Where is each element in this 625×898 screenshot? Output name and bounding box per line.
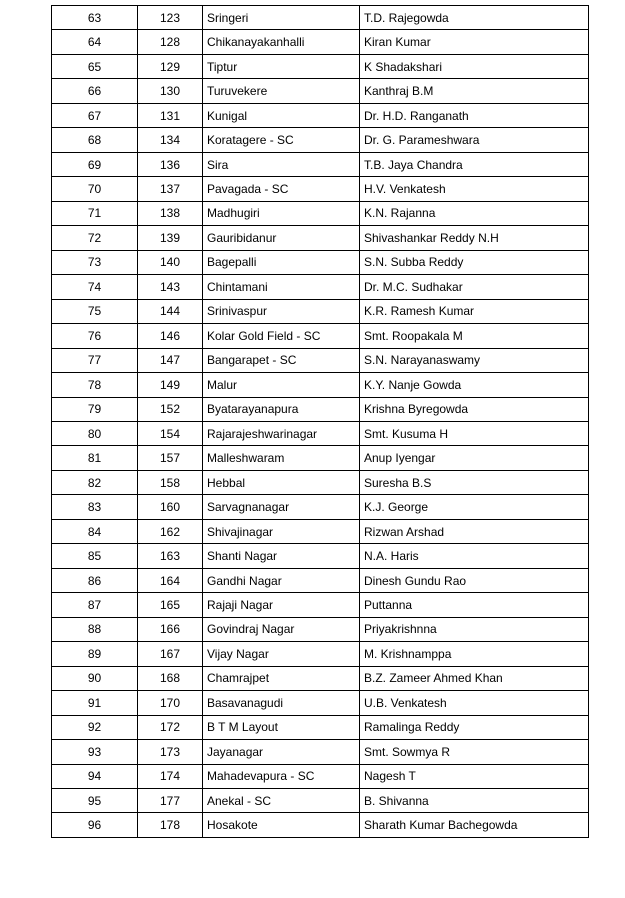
table-row: [52, 54, 589, 78]
candidate-name-cell: Smt. Roopakala M: [360, 324, 589, 348]
constituency-name-cell: Mahadevapura - SC: [203, 764, 360, 788]
constituency-name-cell: Govindraj Nagar: [203, 617, 360, 641]
candidate-name-cell: Dr. G. Parameshwara: [360, 128, 589, 152]
table-row: [52, 6, 589, 30]
constituency-name-cell: B T M Layout: [203, 715, 360, 739]
serial-number-cell: 82: [52, 470, 138, 494]
table-row: [52, 30, 589, 54]
constituency-number-cell: 166: [138, 617, 203, 641]
serial-number-cell: 81: [52, 446, 138, 470]
candidate-name-cell: Dr. M.C. Sudhakar: [360, 275, 589, 299]
constituency-name-cell: Chintamani: [203, 275, 360, 299]
candidate-name-cell: Nagesh T: [360, 764, 589, 788]
table-row: [52, 593, 589, 617]
serial-number-cell: 74: [52, 275, 138, 299]
candidate-name-cell: M. Krishnamppa: [360, 642, 589, 666]
constituency-name-cell: Kunigal: [203, 103, 360, 127]
constituency-name-cell: Tiptur: [203, 54, 360, 78]
serial-number-cell: 77: [52, 348, 138, 372]
constituency-number-cell: 146: [138, 324, 203, 348]
candidate-name-cell: K Shadakshari: [360, 54, 589, 78]
constituency-number-cell: 149: [138, 373, 203, 397]
constituency-number-cell: 160: [138, 495, 203, 519]
candidate-name-cell: Puttanna: [360, 593, 589, 617]
table-row: [52, 348, 589, 372]
constituency-number-cell: 157: [138, 446, 203, 470]
constituency-name-cell: Rajarajeshwarinagar: [203, 421, 360, 445]
constituency-number-cell: 143: [138, 275, 203, 299]
constituency-number-cell: 178: [138, 813, 203, 837]
constituency-number-cell: 136: [138, 152, 203, 176]
constituency-number-cell: 177: [138, 789, 203, 813]
table-row: [52, 740, 589, 764]
constituency-name-cell: Pavagada - SC: [203, 177, 360, 201]
table-row: [52, 373, 589, 397]
constituency-name-cell: Malleshwaram: [203, 446, 360, 470]
serial-number-cell: 80: [52, 421, 138, 445]
constituency-number-cell: 167: [138, 642, 203, 666]
constituency-name-cell: Hosakote: [203, 813, 360, 837]
table-row: [52, 446, 589, 470]
constituency-name-cell: Hebbal: [203, 470, 360, 494]
serial-number-cell: 92: [52, 715, 138, 739]
serial-number-cell: 76: [52, 324, 138, 348]
constituency-name-cell: Gandhi Nagar: [203, 568, 360, 592]
candidate-name-cell: S.N. Subba Reddy: [360, 250, 589, 274]
serial-number-cell: 87: [52, 593, 138, 617]
constituency-number-cell: 123: [138, 6, 203, 30]
candidate-name-cell: Dinesh Gundu Rao: [360, 568, 589, 592]
constituency-number-cell: 173: [138, 740, 203, 764]
candidate-name-cell: Sharath Kumar Bachegowda: [360, 813, 589, 837]
candidate-name-cell: Rizwan Arshad: [360, 519, 589, 543]
constituency-name-cell: Bagepalli: [203, 250, 360, 274]
serial-number-cell: 66: [52, 79, 138, 103]
constituency-number-cell: 162: [138, 519, 203, 543]
serial-number-cell: 95: [52, 789, 138, 813]
constituency-number-cell: 140: [138, 250, 203, 274]
candidate-name-cell: Shivashankar Reddy N.H: [360, 226, 589, 250]
constituency-number-cell: 138: [138, 201, 203, 225]
table-row: [52, 544, 589, 568]
constituency-number-cell: 154: [138, 421, 203, 445]
serial-number-cell: 90: [52, 666, 138, 690]
constituency-name-cell: Chikanayakanhalli: [203, 30, 360, 54]
serial-number-cell: 89: [52, 642, 138, 666]
serial-number-cell: 78: [52, 373, 138, 397]
serial-number-cell: 93: [52, 740, 138, 764]
serial-number-cell: 72: [52, 226, 138, 250]
table-row: [52, 617, 589, 641]
candidate-name-cell: Smt. Kusuma H: [360, 421, 589, 445]
constituency-name-cell: Bangarapet - SC: [203, 348, 360, 372]
table-row: [52, 250, 589, 274]
constituency-name-cell: Basavanagudi: [203, 691, 360, 715]
candidate-name-cell: Dr. H.D. Ranganath: [360, 103, 589, 127]
candidate-name-cell: U.B. Venkatesh: [360, 691, 589, 715]
table-row: [52, 152, 589, 176]
serial-number-cell: 63: [52, 6, 138, 30]
candidate-name-cell: Krishna Byregowda: [360, 397, 589, 421]
table-row: [52, 103, 589, 127]
table-row: [52, 813, 589, 837]
serial-number-cell: 70: [52, 177, 138, 201]
constituency-number-cell: 130: [138, 79, 203, 103]
candidate-name-cell: K.Y. Nanje Gowda: [360, 373, 589, 397]
constituency-name-cell: Koratagere - SC: [203, 128, 360, 152]
constituency-number-cell: 128: [138, 30, 203, 54]
candidate-name-cell: Kanthraj B.M: [360, 79, 589, 103]
constituency-name-cell: Vijay Nagar: [203, 642, 360, 666]
table-row: [52, 495, 589, 519]
table-row: [52, 226, 589, 250]
constituency-name-cell: Jayanagar: [203, 740, 360, 764]
table-row: [52, 764, 589, 788]
serial-number-cell: 69: [52, 152, 138, 176]
table-row: [52, 568, 589, 592]
serial-number-cell: 88: [52, 617, 138, 641]
candidate-name-cell: K.J. George: [360, 495, 589, 519]
serial-number-cell: 73: [52, 250, 138, 274]
constituency-number-cell: 172: [138, 715, 203, 739]
constituency-name-cell: Sira: [203, 152, 360, 176]
table-row: [52, 519, 589, 543]
table-row: [52, 421, 589, 445]
serial-number-cell: 65: [52, 54, 138, 78]
constituency-number-cell: 165: [138, 593, 203, 617]
candidate-name-cell: T.B. Jaya Chandra: [360, 152, 589, 176]
table-row: [52, 79, 589, 103]
constituency-name-cell: Malur: [203, 373, 360, 397]
serial-number-cell: 91: [52, 691, 138, 715]
table-row: [52, 789, 589, 813]
serial-number-cell: 64: [52, 30, 138, 54]
constituency-name-cell: Madhugiri: [203, 201, 360, 225]
constituency-number-cell: 129: [138, 54, 203, 78]
table-row: [52, 691, 589, 715]
serial-number-cell: 71: [52, 201, 138, 225]
candidate-name-cell: K.N. Rajanna: [360, 201, 589, 225]
constituency-number-cell: 147: [138, 348, 203, 372]
constituency-number-cell: 131: [138, 103, 203, 127]
constituency-name-cell: Turuvekere: [203, 79, 360, 103]
table-row: [52, 299, 589, 323]
constituency-number-cell: 158: [138, 470, 203, 494]
candidate-name-cell: T.D. Rajegowda: [360, 6, 589, 30]
table-row: [52, 275, 589, 299]
table-row: [52, 324, 589, 348]
constituency-name-cell: Byatarayanapura: [203, 397, 360, 421]
constituency-number-cell: 163: [138, 544, 203, 568]
constituency-name-cell: Sringeri: [203, 6, 360, 30]
constituency-name-cell: Chamrajpet: [203, 666, 360, 690]
candidate-name-cell: B. Shivanna: [360, 789, 589, 813]
constituency-number-cell: 137: [138, 177, 203, 201]
constituency-name-cell: Srinivaspur: [203, 299, 360, 323]
candidate-name-cell: Smt. Sowmya R: [360, 740, 589, 764]
candidate-name-cell: K.R. Ramesh Kumar: [360, 299, 589, 323]
table-row: [52, 397, 589, 421]
candidate-name-cell: B.Z. Zameer Ahmed Khan: [360, 666, 589, 690]
constituency-name-cell: Anekal - SC: [203, 789, 360, 813]
candidate-table-body: [52, 6, 589, 838]
constituency-number-cell: 139: [138, 226, 203, 250]
candidate-name-cell: Suresha B.S: [360, 470, 589, 494]
constituency-name-cell: Sarvagnanagar: [203, 495, 360, 519]
serial-number-cell: 67: [52, 103, 138, 127]
serial-number-cell: 68: [52, 128, 138, 152]
table-row: [52, 128, 589, 152]
constituency-number-cell: 164: [138, 568, 203, 592]
table-row: [52, 177, 589, 201]
serial-number-cell: 84: [52, 519, 138, 543]
constituency-name-cell: Gauribidanur: [203, 226, 360, 250]
constituency-name-cell: Shivajinagar: [203, 519, 360, 543]
table-row: [52, 470, 589, 494]
candidate-name-cell: Anup Iyengar: [360, 446, 589, 470]
table-row: [52, 201, 589, 225]
serial-number-cell: 86: [52, 568, 138, 592]
constituency-number-cell: 134: [138, 128, 203, 152]
table-row: [52, 642, 589, 666]
constituency-name-cell: Shanti Nagar: [203, 544, 360, 568]
serial-number-cell: 79: [52, 397, 138, 421]
serial-number-cell: 83: [52, 495, 138, 519]
candidate-name-cell: N.A. Haris: [360, 544, 589, 568]
table-row: [52, 715, 589, 739]
constituency-name-cell: Kolar Gold Field - SC: [203, 324, 360, 348]
constituency-number-cell: 170: [138, 691, 203, 715]
candidate-name-cell: S.N. Narayanaswamy: [360, 348, 589, 372]
candidate-table: [51, 5, 589, 838]
candidate-name-cell: Kiran Kumar: [360, 30, 589, 54]
constituency-number-cell: 152: [138, 397, 203, 421]
constituency-number-cell: 168: [138, 666, 203, 690]
serial-number-cell: 94: [52, 764, 138, 788]
constituency-number-cell: 174: [138, 764, 203, 788]
candidate-name-cell: H.V. Venkatesh: [360, 177, 589, 201]
constituency-number-cell: 144: [138, 299, 203, 323]
serial-number-cell: 96: [52, 813, 138, 837]
serial-number-cell: 85: [52, 544, 138, 568]
constituency-name-cell: Rajaji Nagar: [203, 593, 360, 617]
candidate-name-cell: Ramalinga Reddy: [360, 715, 589, 739]
serial-number-cell: 75: [52, 299, 138, 323]
candidate-name-cell: Priyakrishnna: [360, 617, 589, 641]
table-row: [52, 666, 589, 690]
